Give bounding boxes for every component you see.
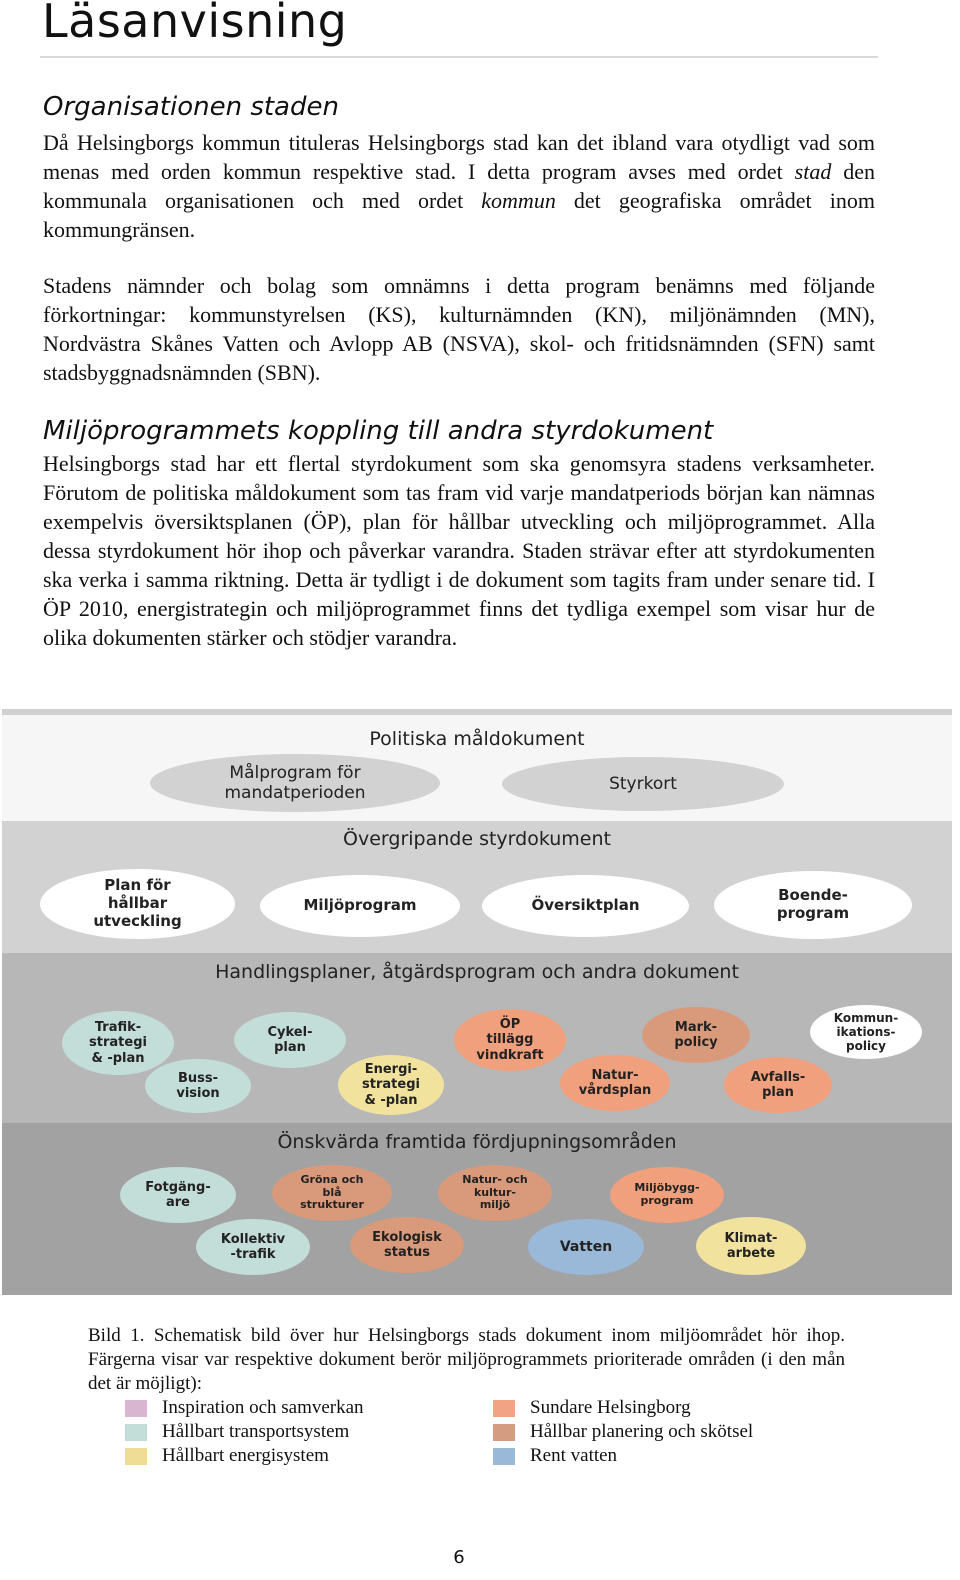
paragraph-koppling: Helsingborgs stad har ett flertal styrdokument som ska genomsyra stadens verksamheter. Förutom de politiska måldokument som tas fram vid varje mandatperiods början kan nämnas exempelvis översiktsplanen (ÖP), plan för hållbar utveckling och miljöprogrammet. Alla dessa styrdokument hör ihop och påverkar varandra. Staden strävar efter att styrdokumenten ska verka i samma riktning. Detta är tydligt i de dokument som tagits fram under senare tid. I ÖP 2010, energistrategin och miljöprogrammet finns det tydliga exempel som visar hur de olika dokumenten stärker och stödjer varandra. [43,451,875,650]
band-politiska-maldokument [2,709,952,821]
legend-label-inspiration: Inspiration och samverkan [162,1397,364,1418]
oval-natur-kulturmiljo: Natur- och kultur- miljö [438,1165,552,1221]
legend-item-planering [493,1421,753,1443]
oval-bussvision: Buss- vision [145,1059,251,1113]
paragraph-abbreviations: Stadens nämnder och bolag som omnämns i detta program benämns med följande förkortningar: kommunstyrelsen (KS), kulturnämnden (KN), miljönämnden (MN), Nordvästra Skånes Vatten och Avlopp AB (NSVA), skol- och fritidsnämnden (SFN) samt stadsbyggnadsnämnden (SBN). [43,273,875,385]
page-title: Läsanvisning [42,0,348,48]
oval-miljoprogram: Miljöprogram [260,875,460,937]
oval-fotgangare: Fotgäng- are [120,1167,236,1223]
oval-markpolicy: Mark- policy [642,1007,750,1063]
paragraph-organisation-part-b: den kommunala organisationen och med ordet [43,159,875,213]
oval-op-tillagg-vindkraft: ÖP tillägg vindkraft [454,1009,566,1071]
band-label-politiska: Politiska måldokument [369,728,585,750]
oval-oversiktplan: Översiktplan [482,875,689,937]
legend-swatch-energi [125,1448,147,1465]
paragraph-organisation [43,128,875,244]
legend-swatch-inspiration [125,1400,147,1417]
legend-label-energi: Hållbart energisystem [162,1445,329,1466]
legend-label-planering: Hållbar planering och skötsel [530,1421,754,1442]
oval-plan-hallbar-utveckling: Plan för hållbar utveckling [40,869,235,939]
oval-styrkort: Styrkort [502,757,784,811]
oval-kommunikationspolicy: Kommun- ikations- policy [810,1005,922,1059]
section-heading-organisation: Organisationen staden [43,92,339,122]
legend-swatch-sundare [493,1400,515,1417]
oval-kollektivtrafik: Kollektiv -trafik [196,1219,310,1275]
legend-item-sundare [493,1397,691,1419]
figure-caption: Bild 1. Schematisk bild över hur Helsingborgs stads dokument inom miljöområdet hör ihop. Färgerna visar var respektive dokument berör miljöprogrammets prioriterade områden (i den mån det är möjligt): [88,1325,845,1394]
legend-label-transport: Hållbart transportsystem [162,1421,350,1442]
oval-avfallsplan: Avfalls- plan [724,1057,832,1113]
document-hierarchy-figure [2,709,952,1295]
oval-grona-bla-strukturer: Gröna och blå strukturer [272,1165,392,1221]
page-number: 6 [453,1547,465,1568]
title-divider [40,56,878,58]
section-heading-koppling: Miljöprogrammets koppling till andra styrdokument [43,416,714,446]
legend-swatch-planering [493,1424,515,1441]
oval-vatten: Vatten [528,1219,644,1275]
oval-boendeprogram: Boende- program [714,871,912,939]
oval-naturvardsplan: Natur- vårdsplan [560,1055,670,1111]
legend-item-inspiration [125,1397,364,1419]
legend-swatch-transport [125,1424,147,1441]
legend-item-vatten [493,1445,617,1467]
oval-malprogram: Målprogram för mandatperioden [150,754,440,812]
paragraph-organisation-part-a: Då Helsingborgs kommun tituleras Helsingborgs stad kan det ibland vara otydligt vad som menas med orden kommun respektive stad. I detta program avses med ordet [43,130,875,184]
emphasis-stad: stad [794,159,832,184]
oval-ekologisk-status: Ekologisk status [350,1217,464,1273]
oval-miljobyggprogram: Miljöbygg- program [610,1167,724,1223]
oval-energistrategi: Energi- strategi & -plan [338,1055,444,1115]
band-label-handlingsplaner: Handlingsplaner, åtgärdsprogram och andra dokument [215,961,739,983]
emphasis-kommun: kommun [481,188,556,213]
legend-item-energi [125,1445,329,1467]
legend-label-vatten: Rent vatten [530,1445,618,1466]
band-label-overgripande: Övergripande styrdokument [343,828,611,850]
band-label-onskvarda: Önskvärda framtida fördjupningsområden [277,1131,677,1153]
legend-item-transport [125,1421,349,1443]
oval-cykelplan: Cykel- plan [234,1012,346,1068]
oval-trafikstrategi: Trafik- strategi & -plan [62,1011,174,1075]
legend-label-sundare: Sundare Helsingborg [530,1397,691,1418]
legend-swatch-vatten [493,1448,515,1465]
paragraph-organisation-part-c: det geografiska området inom kommungränsen. [43,188,875,242]
oval-klimatarbete: Klimat- arbete [696,1217,806,1275]
